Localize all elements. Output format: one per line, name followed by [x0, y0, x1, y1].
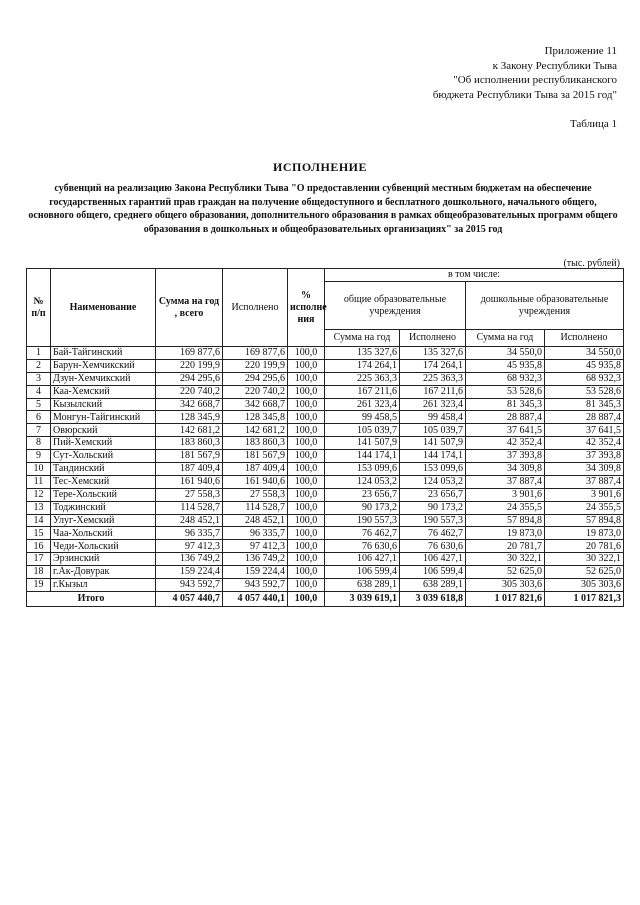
col-header-done: Исполнено	[223, 269, 288, 347]
table-row	[27, 527, 624, 540]
row-preschool-sum: 305 303,6	[466, 579, 545, 592]
row-name: Барун-Хемчикский	[51, 359, 156, 372]
row-name: Тере-Хольский	[51, 488, 156, 501]
row-pct: 100,0	[288, 411, 325, 424]
row-done: 169 877,6	[223, 347, 288, 360]
row-total: 161 940,6	[156, 475, 223, 488]
table-row	[27, 475, 624, 488]
row-pct: 100,0	[288, 372, 325, 385]
row-general-sum: 105 039,7	[325, 424, 400, 437]
row-pct: 100,0	[288, 463, 325, 476]
row-general-done: 174 264,1	[400, 359, 466, 372]
table-row	[27, 514, 624, 527]
row-total: 27 558,3	[156, 488, 223, 501]
row-name: Каа-Хемский	[51, 385, 156, 398]
row-preschool-sum: 52 625,0	[466, 566, 545, 579]
row-pct: 100,0	[288, 579, 325, 592]
row-pct: 100,0	[288, 566, 325, 579]
row-done: 161 940,6	[223, 475, 288, 488]
row-general-sum: 261 323,4	[325, 398, 400, 411]
row-name: Эрзинский	[51, 553, 156, 566]
row-preschool-sum: 20 781,7	[466, 540, 545, 553]
row-pct: 100,0	[288, 437, 325, 450]
execution-table	[26, 268, 624, 607]
appendix-line-2: к Закону Республики Тыва	[492, 59, 617, 72]
row-general-done: 99 458,4	[400, 411, 466, 424]
table-row	[27, 566, 624, 579]
row-preschool-done: 57 894,8	[545, 514, 624, 527]
row-preschool-done: 305 303,6	[545, 579, 624, 592]
row-general-sum: 23 656,7	[325, 488, 400, 501]
row-general-done: 76 462,7	[400, 527, 466, 540]
row-preschool-done: 34 309,8	[545, 463, 624, 476]
row-total: 114 528,7	[156, 501, 223, 514]
appendix-line-4: бюджета Республики Тыва за 2015 год"	[432, 88, 617, 101]
row-pct: 100,0	[288, 475, 325, 488]
row-preschool-sum: 81 345,3	[466, 398, 545, 411]
row-pct: 100,0	[288, 359, 325, 372]
row-preschool-sum: 34 309,8	[466, 463, 545, 476]
row-preschool-done: 34 550,0	[545, 347, 624, 360]
row-total: 97 412,3	[156, 540, 223, 553]
row-preschool-done: 3 901,6	[545, 488, 624, 501]
col-header-including: в том числе:	[325, 269, 624, 282]
table-row	[27, 398, 624, 411]
row-name: Улуг-Хемский	[51, 514, 156, 527]
table-row	[27, 347, 624, 360]
row-pct: 100,0	[288, 527, 325, 540]
row-general-done: 225 363,3	[400, 372, 466, 385]
row-pct: 100,0	[288, 385, 325, 398]
row-general-done: 90 173,2	[400, 501, 466, 514]
row-total: 248 452,1	[156, 514, 223, 527]
row-done: 943 592,7	[223, 579, 288, 592]
row-total: 294 295,6	[156, 372, 223, 385]
row-name: Тандинский	[51, 463, 156, 476]
row-name: Дзун-Хемчикский	[51, 372, 156, 385]
units-label: (тыс. рублей)	[563, 258, 620, 269]
table-row	[27, 501, 624, 514]
row-general-done: 190 557,3	[400, 514, 466, 527]
row-preschool-sum: 37 393,8	[466, 450, 545, 463]
row-preschool-done: 53 528,6	[545, 385, 624, 398]
row-preschool-sum: 42 352,4	[466, 437, 545, 450]
row-preschool-sum: 30 322,1	[466, 553, 545, 566]
row-num: 8	[27, 437, 51, 450]
row-num: 15	[27, 527, 51, 540]
row-num: 11	[27, 475, 51, 488]
row-general-sum: 638 289,1	[325, 579, 400, 592]
col-header-name: Наименование	[51, 269, 156, 347]
table-row	[27, 450, 624, 463]
col-header-pct: % исполне ния	[288, 269, 325, 347]
row-total: 181 567,9	[156, 450, 223, 463]
table-row	[27, 424, 624, 437]
row-general-sum: 141 507,9	[325, 437, 400, 450]
table-number: Таблица 1	[569, 118, 617, 130]
row-preschool-sum: 37 641,5	[466, 424, 545, 437]
row-general-sum: 106 427,1	[325, 553, 400, 566]
row-total: 169 877,6	[156, 347, 223, 360]
row-preschool-done: 20 781,6	[545, 540, 624, 553]
col-header-general-done: Исполнено	[400, 330, 466, 347]
row-name: Кызылский	[51, 398, 156, 411]
row-done: 142 681,2	[223, 424, 288, 437]
row-general-sum: 90 173,2	[325, 501, 400, 514]
row-preschool-sum: 57 894,8	[466, 514, 545, 527]
row-num: 13	[27, 501, 51, 514]
row-num: 5	[27, 398, 51, 411]
row-general-sum: 225 363,3	[325, 372, 400, 385]
appendix-line-3: "Об исполнении республиканского	[453, 74, 617, 86]
row-total: 220 740,2	[156, 385, 223, 398]
row-preschool-sum: 19 873,0	[466, 527, 545, 540]
row-preschool-done: 52 625,0	[545, 566, 624, 579]
totals-preschool-sum: 1 017 821,6	[466, 591, 545, 606]
row-preschool-done: 28 887,4	[545, 411, 624, 424]
row-general-sum: 190 557,3	[325, 514, 400, 527]
row-preschool-sum: 53 528,6	[466, 385, 545, 398]
row-done: 114 528,7	[223, 501, 288, 514]
row-total: 943 592,7	[156, 579, 223, 592]
row-name: Овюрский	[51, 424, 156, 437]
row-preschool-done: 42 352,4	[545, 437, 624, 450]
row-done: 220 199,9	[223, 359, 288, 372]
row-total: 142 681,2	[156, 424, 223, 437]
row-num: 1	[27, 347, 51, 360]
row-pct: 100,0	[288, 398, 325, 411]
totals-total: 4 057 440,7	[156, 591, 223, 606]
document-subtitle: субвенций на реализацию Закона Республики Тыва "О предоставлении субвенций местным бюджетам на обеспечение государственных гарантий прав граждан на получение общедоступного и бесплатного дошкольного, начального общего, основного общего, среднего общего образования, дополнительного образования в рамках общеобразовательных программ общего образования в дошкольных и общеобразовательных организациях" за 2015 год	[28, 183, 618, 235]
row-done: 342 668,7	[223, 398, 288, 411]
row-pct: 100,0	[288, 488, 325, 501]
row-done: 96 335,7	[223, 527, 288, 540]
row-done: 97 412,3	[223, 540, 288, 553]
row-name: Тоджинский	[51, 501, 156, 514]
row-name: Чаа-Хольский	[51, 527, 156, 540]
row-name: Бай-Тайгинский	[51, 347, 156, 360]
totals-general-done: 3 039 618,8	[400, 591, 466, 606]
row-general-sum: 76 630,6	[325, 540, 400, 553]
row-preschool-sum: 3 901,6	[466, 488, 545, 501]
row-preschool-done: 19 873,0	[545, 527, 624, 540]
row-pct: 100,0	[288, 347, 325, 360]
row-num: 17	[27, 553, 51, 566]
row-general-sum: 76 462,7	[325, 527, 400, 540]
row-preschool-done: 37 887,4	[545, 475, 624, 488]
row-general-sum: 135 327,6	[325, 347, 400, 360]
col-header-general-sum: Сумма на год	[325, 330, 400, 347]
row-general-sum: 124 053,2	[325, 475, 400, 488]
totals-label: Итого	[27, 591, 156, 606]
row-done: 183 860,3	[223, 437, 288, 450]
row-name: Монгун-Тайгинский	[51, 411, 156, 424]
row-general-sum: 167 211,6	[325, 385, 400, 398]
row-done: 27 558,3	[223, 488, 288, 501]
row-general-done: 124 053,2	[400, 475, 466, 488]
row-pct: 100,0	[288, 424, 325, 437]
row-name: г.Ак-Довурак	[51, 566, 156, 579]
row-total: 187 409,4	[156, 463, 223, 476]
row-general-done: 144 174,1	[400, 450, 466, 463]
table-row	[27, 488, 624, 501]
row-done: 181 567,9	[223, 450, 288, 463]
row-preschool-sum: 37 887,4	[466, 475, 545, 488]
row-done: 136 749,2	[223, 553, 288, 566]
row-general-sum: 153 099,6	[325, 463, 400, 476]
row-preschool-done: 30 322,1	[545, 553, 624, 566]
row-preschool-done: 45 935,8	[545, 359, 624, 372]
row-general-done: 141 507,9	[400, 437, 466, 450]
totals-row	[27, 591, 624, 606]
row-num: 7	[27, 424, 51, 437]
row-general-done: 106 427,1	[400, 553, 466, 566]
row-preschool-done: 37 393,8	[545, 450, 624, 463]
row-preschool-sum: 34 550,0	[466, 347, 545, 360]
row-name: Сут-Хольский	[51, 450, 156, 463]
row-name: Чеди-Хольский	[51, 540, 156, 553]
col-header-num: № п/п	[27, 269, 51, 347]
row-preschool-sum: 45 935,8	[466, 359, 545, 372]
row-general-done: 76 630,6	[400, 540, 466, 553]
row-preschool-sum: 68 932,3	[466, 372, 545, 385]
row-done: 128 345,8	[223, 411, 288, 424]
table-row	[27, 437, 624, 450]
totals-preschool-done: 1 017 821,3	[545, 591, 624, 606]
row-general-sum: 99 458,5	[325, 411, 400, 424]
col-header-preschool: дошкольные образовательные учреждения	[466, 282, 624, 330]
table-row	[27, 553, 624, 566]
row-total: 159 224,4	[156, 566, 223, 579]
totals-general-sum: 3 039 619,1	[325, 591, 400, 606]
col-header-general: общие образовательные учреждения	[325, 282, 466, 330]
row-total: 342 668,7	[156, 398, 223, 411]
row-done: 294 295,6	[223, 372, 288, 385]
row-pct: 100,0	[288, 540, 325, 553]
row-num: 10	[27, 463, 51, 476]
table-row	[27, 385, 624, 398]
row-name: Тес-Хемский	[51, 475, 156, 488]
row-num: 6	[27, 411, 51, 424]
row-preschool-sum: 28 887,4	[466, 411, 545, 424]
row-total: 220 199,9	[156, 359, 223, 372]
row-pct: 100,0	[288, 450, 325, 463]
row-num: 4	[27, 385, 51, 398]
row-preschool-done: 81 345,3	[545, 398, 624, 411]
appendix-header	[433, 44, 617, 102]
row-general-sum: 106 599,4	[325, 566, 400, 579]
table-row	[27, 540, 624, 553]
table-row	[27, 372, 624, 385]
table-row	[27, 359, 624, 372]
table-row	[27, 411, 624, 424]
row-general-done: 23 656,7	[400, 488, 466, 501]
row-preschool-done: 68 932,3	[545, 372, 624, 385]
row-total: 128 345,9	[156, 411, 223, 424]
row-total: 183 860,3	[156, 437, 223, 450]
table-row	[27, 579, 624, 592]
row-num: 19	[27, 579, 51, 592]
row-general-done: 153 099,6	[400, 463, 466, 476]
row-total: 136 749,2	[156, 553, 223, 566]
row-num: 12	[27, 488, 51, 501]
row-pct: 100,0	[288, 514, 325, 527]
row-pct: 100,0	[288, 553, 325, 566]
row-pct: 100,0	[288, 501, 325, 514]
row-num: 14	[27, 514, 51, 527]
row-preschool-sum: 24 355,5	[466, 501, 545, 514]
row-num: 3	[27, 372, 51, 385]
row-general-done: 106 599,4	[400, 566, 466, 579]
row-general-done: 105 039,7	[400, 424, 466, 437]
table-row	[27, 463, 624, 476]
totals-done: 4 057 440,1	[223, 591, 288, 606]
row-preschool-done: 37 641,5	[545, 424, 624, 437]
row-num: 9	[27, 450, 51, 463]
col-header-preschool-sum: Сумма на год	[466, 330, 545, 347]
appendix-line-1: Приложение 11	[544, 45, 617, 57]
row-preschool-done: 24 355,5	[545, 501, 624, 514]
row-done: 248 452,1	[223, 514, 288, 527]
row-general-done: 638 289,1	[400, 579, 466, 592]
row-general-done: 261 323,4	[400, 398, 466, 411]
document-title: ИСПОЛНЕНИЕ	[272, 160, 368, 174]
row-num: 18	[27, 566, 51, 579]
col-header-total: Сумма на год , всего	[156, 269, 223, 347]
row-done: 220 740,2	[223, 385, 288, 398]
row-name: Пий-Хемский	[51, 437, 156, 450]
row-general-sum: 174 264,1	[325, 359, 400, 372]
row-name: г.Кызыл	[51, 579, 156, 592]
row-general-sum: 144 174,1	[325, 450, 400, 463]
row-num: 16	[27, 540, 51, 553]
row-total: 96 335,7	[156, 527, 223, 540]
row-general-done: 167 211,6	[400, 385, 466, 398]
row-general-done: 135 327,6	[400, 347, 466, 360]
totals-pct: 100,0	[288, 591, 325, 606]
row-num: 2	[27, 359, 51, 372]
col-header-preschool-done: Исполнено	[545, 330, 624, 347]
row-done: 187 409,4	[223, 463, 288, 476]
row-done: 159 224,4	[223, 566, 288, 579]
